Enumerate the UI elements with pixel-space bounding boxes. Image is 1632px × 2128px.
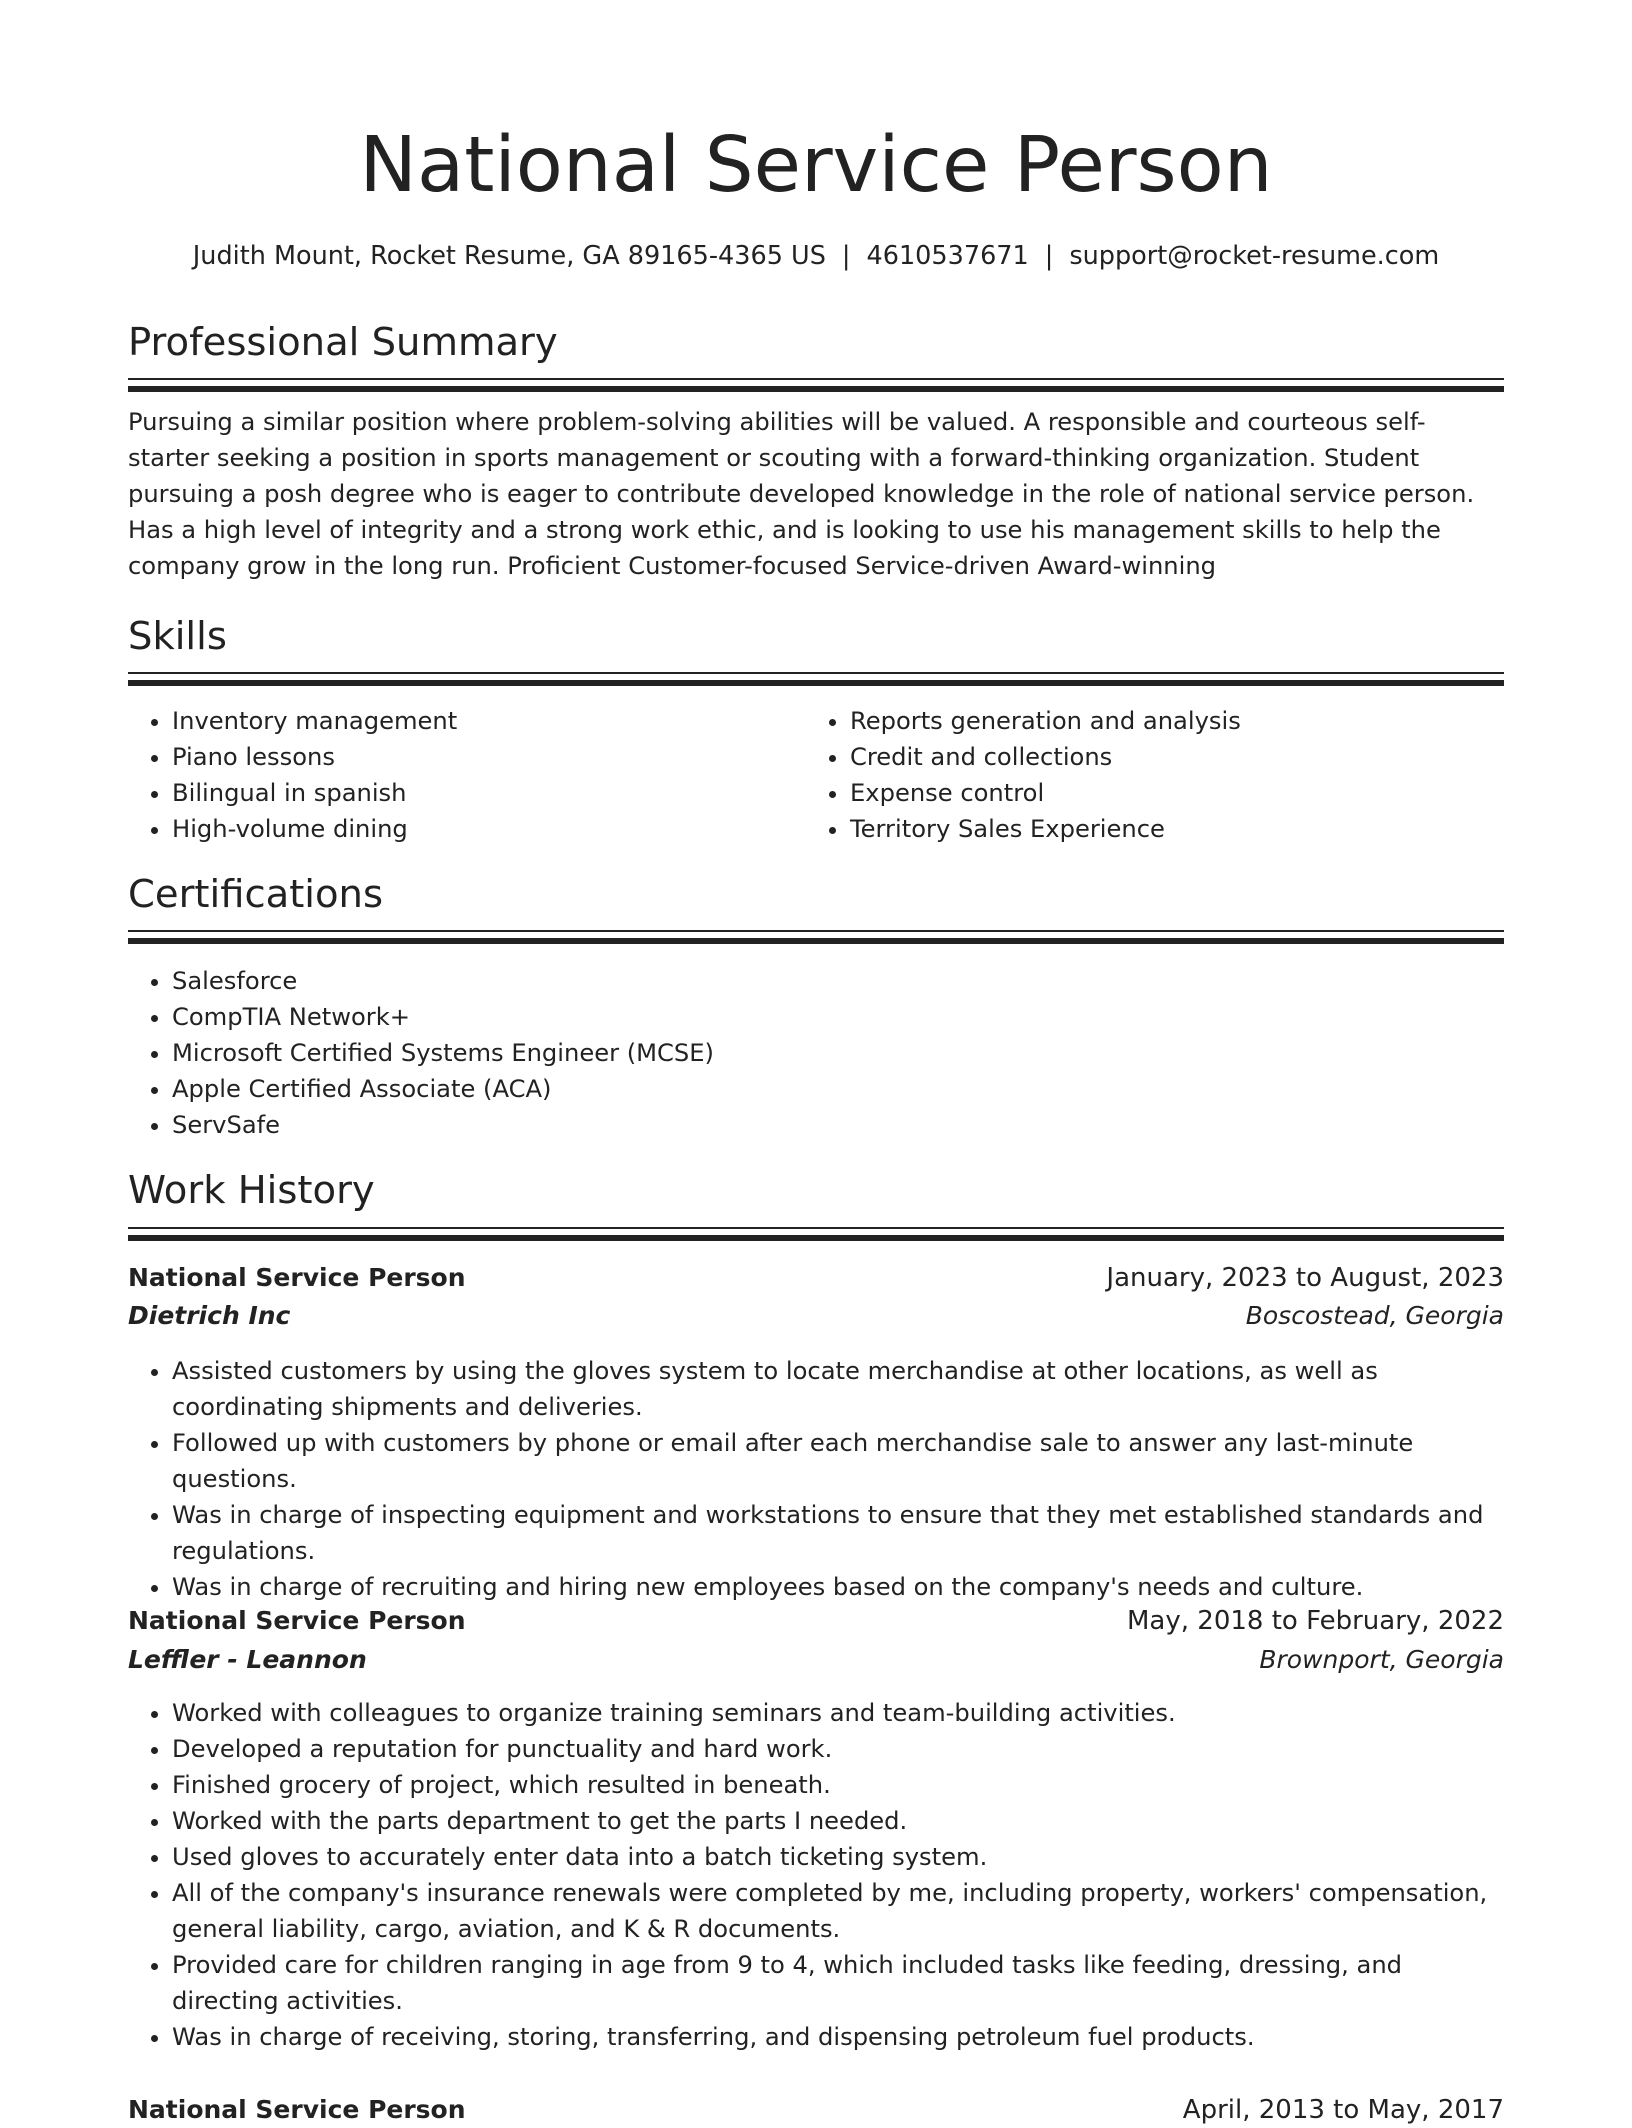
job-bullet: • Provided care for children ranging in age from 9 to 4, which included tasks like feeding, dressing, and directing activities.	[172, 1947, 1504, 2019]
contact-separator: |	[1044, 241, 1054, 271]
certification-item: • Microsoft Certified Systems Engineer (MCSE)	[172, 1035, 1504, 1071]
skills-list-left	[128, 703, 802, 847]
skill-item: • Reports generation and analysis	[850, 703, 1500, 739]
contact-phone: 4610537671	[866, 241, 1029, 271]
skill-item: • High-volume dining	[172, 811, 802, 847]
job-bullet: • Worked with the parts department to get the parts I needed.	[172, 1803, 1504, 1839]
job-bullet: • All of the company's insurance renewals were completed by me, including property, workers' compensation, general liability, cargo, aviation, and K & R documents.	[172, 1875, 1504, 1947]
contact-line	[128, 236, 1504, 276]
skill-item: • Credit and collections	[850, 739, 1500, 775]
job-bullet: • Was in charge of inspecting equipment and workstations to ensure that they met established standards and regulations.	[172, 1497, 1504, 1569]
certification-item: • CompTIA Network+	[172, 999, 1504, 1035]
skill-item: • Territory Sales Experience	[850, 811, 1500, 847]
job-company: Leffler - Leannon	[128, 1645, 367, 1674]
job-bullet: • Was in charge of recruiting and hiring new employees based on the company's needs and culture.	[172, 1569, 1504, 1605]
summary-text: Pursuing a similar position where problem-solving abilities will be valued. A responsible and courteous self-starter seeking a position in sports management or scouting with a forward-thinking organization. Student pursuing a posh degree who is eager to contribute developed knowledge in the role of national service person. Has a high level of integrity and a strong work ethic, and is looking to use his management skills to help the company grow in the long run. Proficient Customer-focused Service-driven Award-winning	[128, 408, 1475, 580]
skills-list-right	[806, 703, 1500, 847]
job-dates: May, 2018 to February, 2022	[1127, 1606, 1504, 1636]
section-title-certifications: Certifications	[128, 872, 384, 917]
job-bullet: • Developed a reputation for punctuality and hard work.	[172, 1731, 1504, 1767]
job-bullet: • Used gloves to accurately enter data into a batch ticketing system.	[172, 1839, 1504, 1875]
job-title: National Service Person	[128, 1263, 466, 1292]
section-divider	[128, 378, 1504, 392]
certification-item: • Salesforce	[172, 963, 1504, 999]
job-bullet: • Was in charge of receiving, storing, transferring, and dispensing petroleum fuel products.	[172, 2019, 1504, 2055]
section-divider	[128, 1227, 1504, 1241]
job-bullet: • Worked with colleagues to organize training seminars and team-building activities.	[172, 1695, 1504, 1731]
skill-item: • Bilingual in spanish	[172, 775, 802, 811]
section-divider	[128, 930, 1504, 944]
certification-item: • Apple Certified Associate (ACA)	[172, 1071, 1504, 1107]
job-bullets	[128, 1353, 1504, 1605]
section-title-skills: Skills	[128, 614, 227, 659]
resume-name: National Service Person	[359, 121, 1273, 210]
section-title-work-history: Work History	[128, 1168, 375, 1213]
job-bullet: • Assisted customers by using the gloves system to locate merchandise at other locations, as well as coordinating shipments and deliveries.	[172, 1353, 1504, 1425]
contact-separator: |	[841, 241, 851, 271]
certifications-list	[128, 963, 1504, 1143]
skill-item: • Piano lessons	[172, 739, 802, 775]
job-title: National Service Person	[128, 1606, 466, 1635]
job-bullets	[128, 1695, 1504, 2055]
job-location: Brownport, Georgia	[1259, 1645, 1504, 1674]
contact-email: support@rocket-resume.com	[1069, 241, 1440, 271]
job-location: Boscostead, Georgia	[1245, 1301, 1504, 1330]
skill-item: • Expense control	[850, 775, 1500, 811]
job-dates: April, 2013 to May, 2017	[1182, 2095, 1504, 2125]
certification-item: • ServSafe	[172, 1107, 1504, 1143]
job-company: Dietrich Inc	[128, 1301, 291, 1330]
job-bullet: • Finished grocery of project, which resulted in beneath.	[172, 1767, 1504, 1803]
contact-address: Judith Mount, Rocket Resume, GA 89165-4365 US	[192, 241, 826, 271]
section-divider	[128, 672, 1504, 686]
section-title-summary: Professional Summary	[128, 320, 558, 365]
skill-item: • Inventory management	[172, 703, 802, 739]
job-bullet: • Followed up with customers by phone or email after each merchandise sale to answer any last-minute questions.	[172, 1425, 1504, 1497]
job-title: National Service Person	[128, 2095, 466, 2124]
job-dates: January, 2023 to August, 2023	[1106, 1263, 1504, 1293]
